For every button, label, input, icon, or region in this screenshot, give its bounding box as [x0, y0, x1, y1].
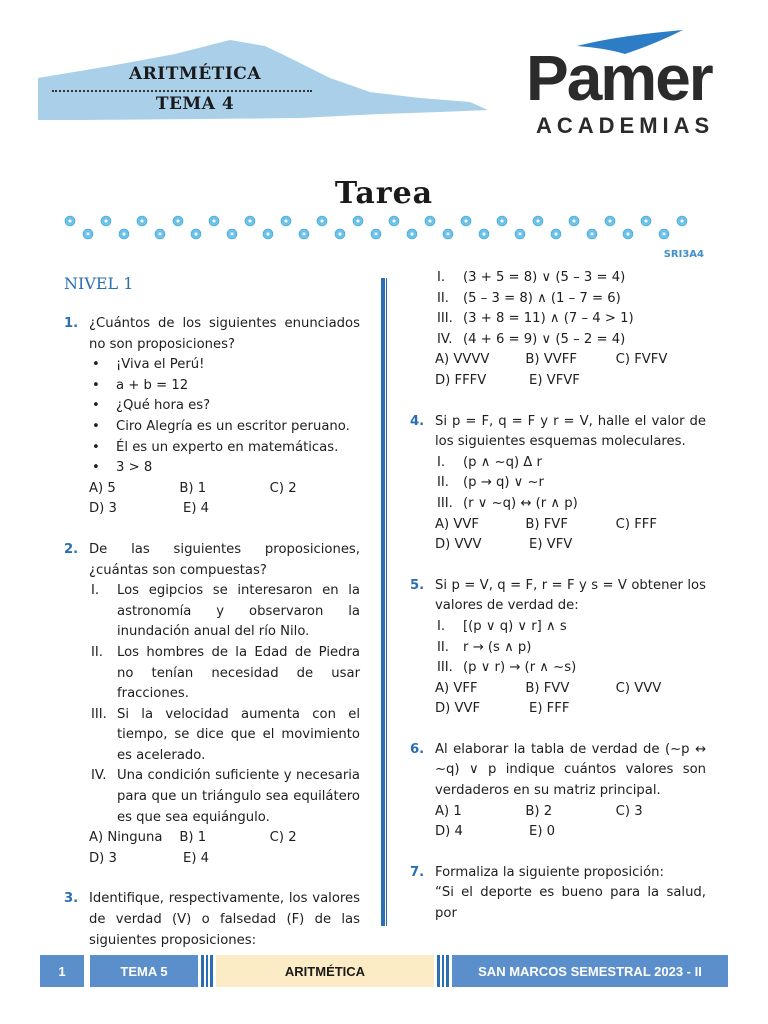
option-b: B) 1	[179, 830, 207, 846]
option-d: D) 4	[435, 824, 463, 840]
option-c: C) 2	[269, 480, 297, 496]
page-title: Tarea	[334, 176, 434, 211]
option-c: C) 2	[269, 830, 297, 846]
header-subject: ARITMÉTICA	[128, 64, 262, 84]
decorative-flower-border-icon	[58, 212, 698, 244]
options-row	[435, 515, 706, 536]
list-item: I. (3 + 5 = 8) ∨ (5 – 3 = 4)	[437, 270, 626, 285]
option-a: A) Ninguna	[89, 830, 163, 846]
list-item: II. (p → q) ∨ ~r	[437, 475, 544, 491]
question-number: 1.	[64, 316, 79, 331]
option-d: D) VVF	[435, 701, 481, 717]
options-row	[435, 679, 706, 700]
option-a: A) 5	[89, 480, 116, 496]
list-item: I. [(p ∨ q) ∨ r] ∧ s	[437, 618, 567, 634]
option-c: C) VVV	[615, 680, 662, 696]
question-quote: “Si el deporte es bueno para la salud, por	[435, 885, 706, 922]
option-c: C) FFF	[615, 516, 657, 532]
header-topic: TEMA 4	[155, 94, 235, 114]
question-text: Si p = V, q = F, r = F y s = V obtener los valores de verdad de:	[435, 577, 706, 614]
list-item: • a + b = 12	[92, 377, 189, 393]
footer-topic: TEMA 5	[90, 955, 198, 987]
question-number: 3.	[64, 891, 79, 907]
option-a: A) VVF	[435, 516, 479, 532]
list-item: • ¡Viva el Perú!	[92, 357, 205, 373]
option-e: E) 4	[183, 850, 210, 866]
question-number: 4.	[410, 413, 425, 429]
level-heading: NIVEL 1	[64, 274, 134, 293]
list-item: III. (p ∨ r) → (r ∧ ~s)	[437, 660, 577, 676]
list-item: II. r → (s ∧ p)	[437, 639, 532, 655]
option-b: B) FVV	[525, 680, 570, 696]
list-item: III. (3 + 8 = 11) ∧ (7 – 4 > 1)	[437, 311, 634, 327]
option-e: E) 4	[183, 501, 210, 517]
question-5	[410, 576, 706, 720]
option-a: A) VVVV	[435, 352, 490, 368]
option-b: B) FVF	[525, 516, 568, 532]
list-item: • ¿Qué hora es?	[92, 398, 211, 414]
column-divider-thin	[386, 278, 387, 926]
list-item: I. (p ∧ ~q) Δ r	[437, 454, 542, 470]
list-item: II. (5 – 3 = 8) ∧ (1 – 7 = 6)	[437, 290, 621, 306]
footer-stripes-icon	[200, 955, 214, 987]
logo-name: Pamer	[526, 42, 712, 114]
page-header	[0, 0, 768, 170]
list-item: I. Los egipcios se interesaron en la astronomía y observaron la inundación anual del río Nilo.	[91, 583, 360, 640]
page-footer	[40, 955, 728, 987]
footer-course: SAN MARCOS SEMESTRAL 2023 - II	[452, 955, 728, 987]
question-number: 5.	[410, 577, 425, 593]
option-e: E) FFF	[529, 701, 570, 717]
option-d: D) VVV	[435, 537, 482, 553]
options-row	[89, 499, 360, 520]
question-4	[410, 412, 706, 556]
options-row	[435, 350, 706, 371]
options-row	[435, 699, 706, 720]
question-text: Identifique, respectivamente, los valores de verdad (V) o falsedad (F) de las siguientes proposiciones:	[89, 891, 360, 948]
option-b: B) 1	[179, 480, 207, 496]
option-c: C) 3	[615, 803, 643, 819]
column-divider	[381, 278, 385, 926]
options-row	[89, 828, 360, 849]
option-b: B) 2	[525, 803, 553, 819]
option-e: E) VFVF	[529, 372, 580, 388]
question-1	[64, 314, 360, 520]
question-text: Al elaborar la tabla de verdad de (~p ↔ ~q) ∨ p indique cuántos valores son verdaderos en su matriz principal.	[435, 741, 706, 799]
footer-subject: ARITMÉTICA	[216, 955, 434, 987]
footer-stripes-icon	[436, 955, 450, 987]
right-column	[410, 270, 706, 945]
list-item: III. (r ∨ ~q) ↔ (r ∧ p)	[437, 495, 578, 511]
list-item: IV. (4 + 6 = 9) ∨ (5 – 2 = 4)	[437, 331, 626, 347]
options-row	[435, 535, 706, 556]
footer-page-number: 1	[40, 955, 84, 987]
question-text: ¿Cuántos de los siguientes enunciados no son proposiciones?	[89, 316, 360, 352]
options-row	[89, 479, 360, 500]
question-6	[410, 740, 706, 843]
question-3-continued	[410, 268, 706, 392]
options-row	[435, 822, 706, 843]
logo-subtitle: ACADEMIAS	[536, 113, 715, 138]
question-text: Formaliza la siguiente proposición:	[435, 864, 664, 880]
question-number: 6.	[410, 741, 425, 757]
question-text: Si p = F, q = F y r = V, halle el valor de los siguientes esquemas moleculares.	[435, 413, 706, 450]
question-number: 7.	[410, 864, 425, 880]
options-row	[435, 371, 706, 392]
question-text: De las siguientes proposiciones, ¿cuántas son compuestas?	[89, 541, 360, 578]
left-column	[64, 270, 360, 971]
list-item: II. Los hombres de la Edad de Piedra no tenían necesidad de usar fracciones.	[91, 644, 360, 702]
list-item: IV. Una condición suficiente y necesaria para que un triángulo sea equilátero es que sea equiángulo.	[91, 768, 360, 825]
option-b: B) VVFF	[525, 352, 577, 368]
option-a: A) VFF	[435, 680, 478, 696]
option-d: D) 3	[89, 850, 117, 866]
option-e: E) 0	[529, 824, 556, 840]
list-item: III. Si la velocidad aumenta con el tiempo, se dice que el movimiento es acelerado.	[91, 706, 360, 763]
list-item: • Él es un experto en matemáticas.	[92, 439, 339, 455]
options-row	[89, 849, 360, 870]
question-2	[64, 540, 360, 870]
option-a: A) 1	[435, 803, 462, 819]
question-3	[64, 889, 360, 951]
list-item: • Ciro Alegría es un escritor peruano.	[92, 418, 350, 434]
document-code: SRI3A4	[663, 249, 704, 260]
question-number: 2.	[64, 541, 79, 557]
option-d: D) 3	[89, 501, 117, 517]
question-7	[410, 863, 706, 925]
options-row	[435, 802, 706, 823]
option-e: E) VFV	[529, 537, 573, 553]
list-item: • 3 > 8	[92, 460, 153, 476]
option-c: C) FVFV	[615, 352, 668, 368]
header-dotted-rule	[52, 90, 312, 92]
option-d: D) FFFV	[435, 372, 487, 388]
